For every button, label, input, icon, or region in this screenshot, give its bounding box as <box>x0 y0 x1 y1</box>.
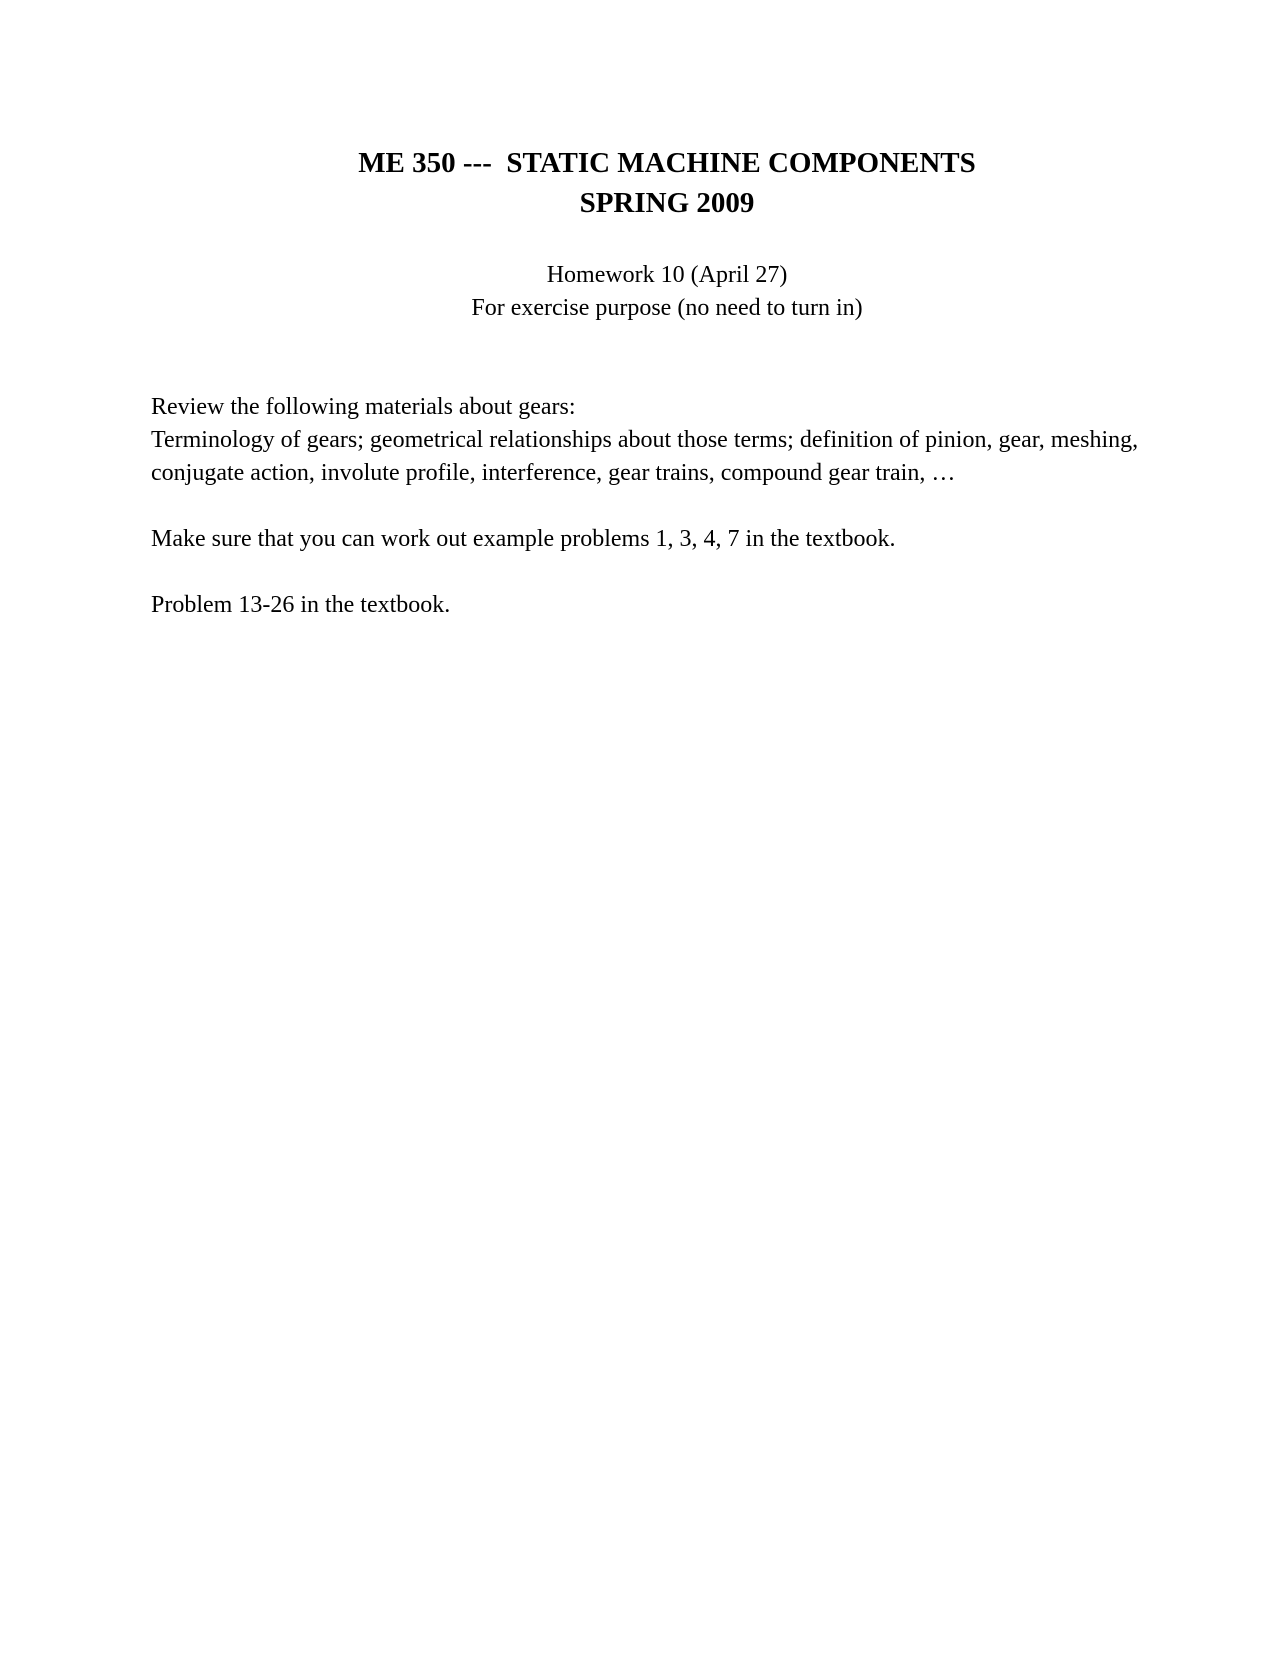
paragraph-spacer <box>151 556 1191 589</box>
document-header <box>0 143 1280 223</box>
assignment-header <box>0 259 1280 325</box>
review-topics: Terminology of gears; geometrical relationships about those terms; definition of pinion, gear, meshing, conjugate action, involute profile, interference, gear trains, compound gear train, … <box>151 427 1139 486</box>
course-title: ME 350 --- STATIC MACHINE COMPONENTS <box>358 147 976 179</box>
assignment-title: Homework 10 (April 27) <box>546 262 788 288</box>
paragraph-spacer <box>151 490 1191 523</box>
course-term: SPRING 2009 <box>579 187 755 219</box>
assigned-problem: Problem 13-26 in the textbook. <box>151 592 451 618</box>
document-body <box>151 391 1191 622</box>
example-problems: Make sure that you can work out example problems 1, 3, 4, 7 in the textbook. <box>151 526 896 552</box>
review-intro: Review the following materials about gears: <box>151 394 576 420</box>
assignment-note: For exercise purpose (no need to turn in) <box>471 295 863 321</box>
